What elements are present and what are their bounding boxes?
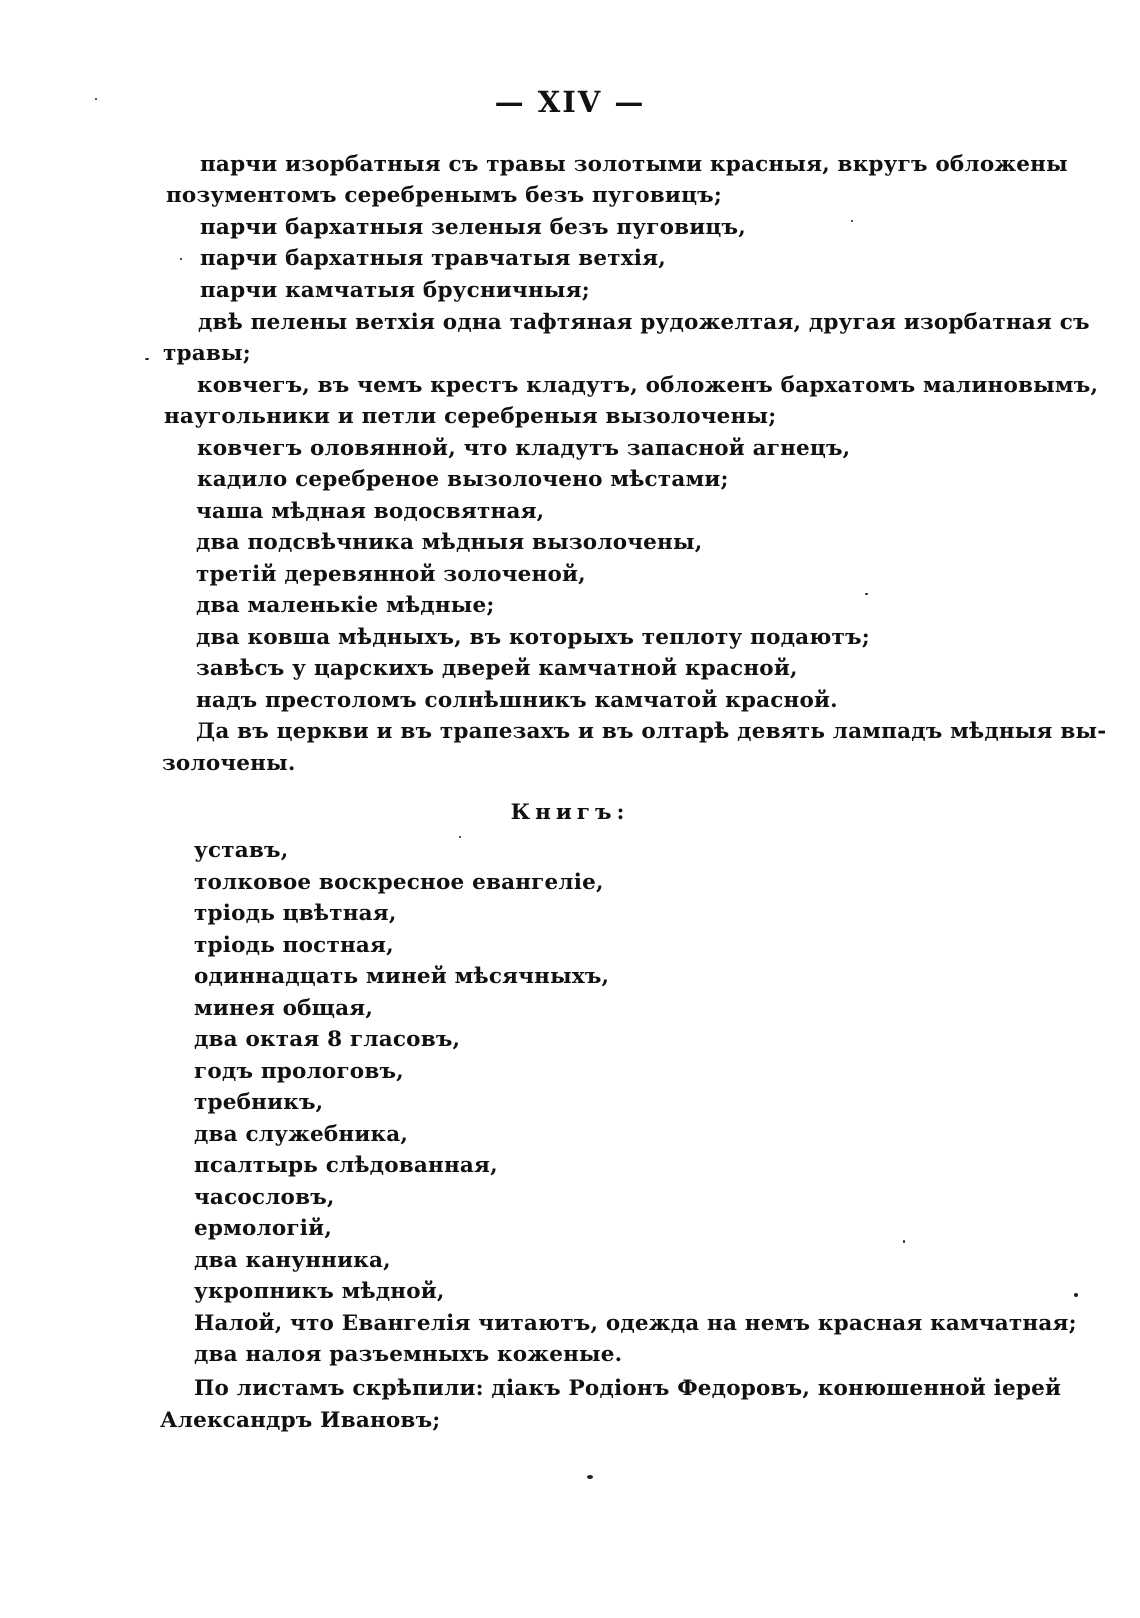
text-line: надъ престоломъ солнѣшникъ камчатой красной. xyxy=(196,688,838,713)
list-item: два канунника, xyxy=(194,1248,391,1273)
text-line: завѣсъ у царскихъ дверей камчатной красной, xyxy=(196,656,798,681)
list-item: ермологій, xyxy=(194,1216,333,1241)
list-item: уставъ, xyxy=(194,838,289,863)
scan-speck xyxy=(865,593,868,595)
text-line: позументомъ серебренымъ безъ пуговицъ; xyxy=(166,183,722,208)
scan-speck xyxy=(1074,1293,1078,1297)
text-line: Налой, что Евангелія читаютъ, одежда на немъ красная камчатная; xyxy=(194,1311,1077,1336)
scan-speck xyxy=(851,220,853,222)
text-line: травы; xyxy=(163,341,251,366)
list-item: псалтырь слѣдованная, xyxy=(194,1153,498,1178)
text-line: чаша мѣдная водосвятная, xyxy=(196,499,545,524)
text-line: ковчегъ оловянной, что кладутъ запасной агнецъ, xyxy=(197,436,851,461)
text-line: ковчегъ, въ чемъ крестъ кладутъ, обложенъ бархатомъ малиновымъ, xyxy=(197,373,1099,398)
text-line: кадило серебреное вызолочено мѣстами; xyxy=(197,467,729,492)
scan-speck xyxy=(180,258,182,260)
list-item: минея общая, xyxy=(194,996,374,1021)
text-line: Да въ церкви и въ трапезахъ и въ олтарѣ девять лампадъ мѣдныя вы- xyxy=(196,719,1107,744)
text-line: два ковша мѣдныхъ, въ которыхъ теплоту подаютъ; xyxy=(196,625,870,650)
text-line: двѣ пелены ветхія одна тафтяная рудожелтая, другая изорбатная съ xyxy=(198,310,1090,335)
list-item: толковое воскресное евангеліе, xyxy=(194,870,604,895)
text-line: парчи камчатыя брусничныя; xyxy=(200,278,590,303)
section-title: Книгъ: xyxy=(510,800,630,825)
text-line: два маленькіе мѣдные; xyxy=(196,593,495,618)
list-item: годъ прологовъ, xyxy=(194,1059,404,1084)
text-line: два налоя разъемныхъ коженые. xyxy=(194,1342,623,1367)
text-line: третій деревянной золоченой, xyxy=(196,562,586,587)
text-line: Александръ Ивановъ; xyxy=(160,1408,441,1433)
scan-speck xyxy=(459,836,461,838)
list-item: два октая 8 гласовъ, xyxy=(194,1027,461,1052)
list-item: часословъ, xyxy=(194,1185,335,1210)
text-line: парчи изорбатныя съ травы золотыми красныя, вкругъ обложены xyxy=(200,152,1068,177)
scan-speck xyxy=(145,358,149,360)
text-line: По листамъ скрѣпили: діакъ Родіонъ Федоровъ, конюшенной іерей xyxy=(194,1376,1062,1401)
text-line: два подсвѣчника мѣдныя вызолочены, xyxy=(196,530,703,555)
list-item: тріодь цвѣтная, xyxy=(194,901,397,926)
text-line: наугольники и петли серебреныя вызолочены; xyxy=(164,404,777,429)
list-item: укропникъ мѣдной, xyxy=(194,1279,445,1304)
text-line: парчи бархатныя травчатыя ветхія, xyxy=(200,246,666,271)
list-item: требникъ, xyxy=(194,1090,324,1115)
page-number: — XIV — xyxy=(494,85,646,119)
scan-speck xyxy=(587,1475,593,1479)
list-item: одиннадцать миней мѣсячныхъ, xyxy=(194,964,610,989)
list-item: два служебника, xyxy=(194,1122,409,1147)
text-line: золочены. xyxy=(162,751,296,776)
text-line: парчи бархатныя зеленыя безъ пуговицъ, xyxy=(200,215,746,240)
scan-speck xyxy=(95,98,97,100)
list-item: тріодь постная, xyxy=(194,933,394,958)
scan-speck xyxy=(903,1240,905,1243)
